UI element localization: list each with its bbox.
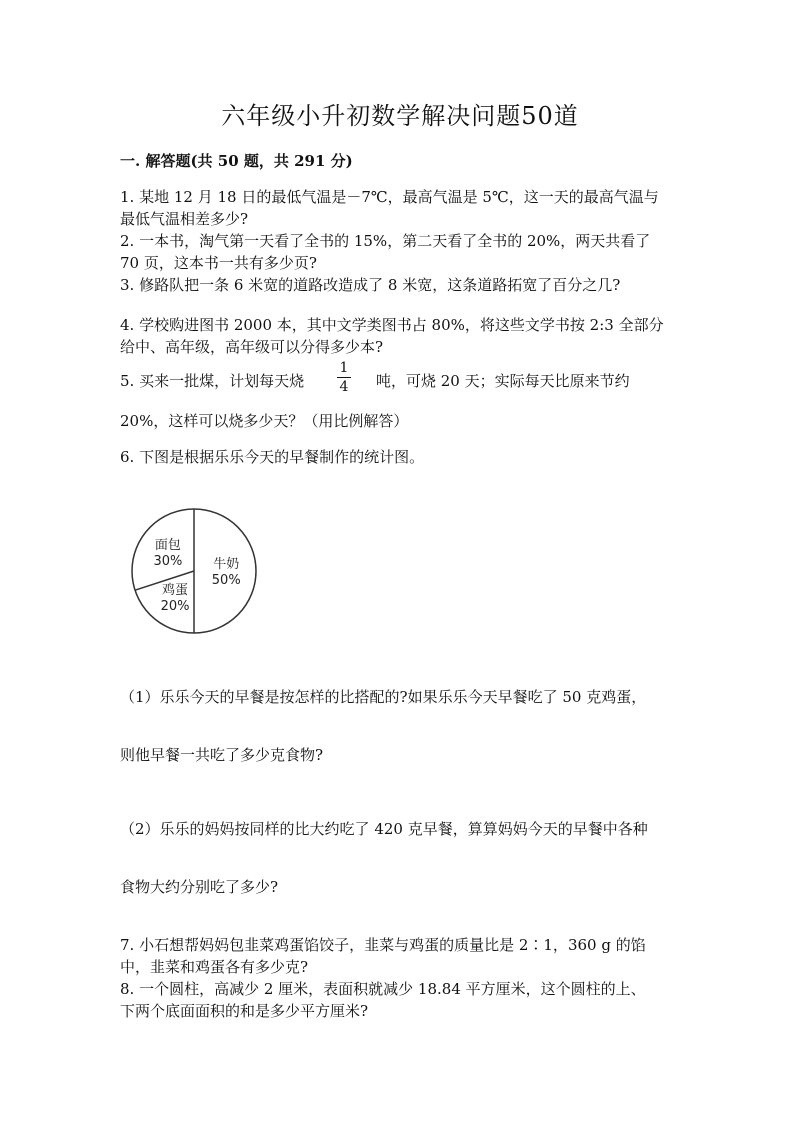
fraction-numerator: 1: [339, 360, 349, 376]
question-6-sub-1-line-2: 则他早餐一共吃了多少克食物?: [120, 746, 324, 764]
page-title: 六年级小升初数学解决问题50道: [221, 102, 579, 130]
pie-label-bread: 面包: [154, 538, 181, 554]
pie-label-egg: 鸡蛋: [162, 583, 189, 599]
section-heading: 一. 解答题(共 50 题，共 291 分): [120, 152, 353, 170]
question-5-line-2: 20%，这样可以烧多少天？（用比例解答）: [120, 412, 409, 430]
question-6-sub-2-line-1: （2）乐乐的妈妈按同样的比大约吃了 420 克早餐，算算妈妈今天的早餐中各种: [120, 820, 648, 838]
fraction-denominator: 4: [339, 379, 349, 395]
question-2-line-2: 70 页，这本书一共有多少页?: [120, 254, 317, 272]
pie-label-milk: 牛奶: [213, 557, 240, 572]
pie-value-milk: 50%: [211, 573, 241, 588]
fraction-bar: [337, 377, 351, 378]
pie-value-bread: 30%: [153, 554, 183, 570]
breakfast-pie-chart: [128, 508, 268, 638]
question-7-line-1: 7. 小石想帮妈妈包韭菜鸡蛋馅饺子，韭菜与鸡蛋的质量比是 2∶1，360 g 的馅: [120, 936, 646, 954]
question-8-line-2: 下两个底面面积的和是多少平方厘米?: [120, 1002, 369, 1020]
question-1-line-1: 1. 某地 12 月 18 日的最低气温是－7℃，最高气温是 5℃，这一天的最高气温与: [120, 188, 659, 206]
question-4-line-1: 4. 学校购进图书 2000 本，其中文学类图书占 80%，将这些文学书按 2:3 全部分: [120, 316, 664, 334]
question-3: 3. 修路队把一条 6 米宽的道路改造成了 8 米宽，这条道路拓宽了百分之几?: [120, 276, 621, 294]
question-4-line-2: 给中、高年级，高年级可以分得多少本?: [120, 338, 384, 356]
question-7-line-2: 中，韭菜和鸡蛋各有多少克?: [120, 958, 309, 976]
question-2-line-1: 2. 一本书，淘气第一天看了全书的 15%，第二天看了全书的 20%，两天共看了: [120, 232, 651, 250]
question-1-line-2: 最低气温相差多少?: [120, 210, 249, 228]
question-6-sub-1-line-1: （1）乐乐今天的早餐是按怎样的比搭配的?如果乐乐今天早餐吃了 50 克鸡蛋，: [120, 688, 647, 706]
fraction-one-quarter: [330, 360, 358, 395]
pie-value-egg: 20%: [160, 599, 190, 615]
question-6-intro: 6. 下图是根据乐乐今天的早餐制作的统计图。: [120, 448, 425, 466]
question-5-part-2: 吨，可烧 20 天；实际每天比原来节约: [376, 372, 630, 390]
question-5-part-1: 5. 买来一批煤，计划每天烧: [120, 372, 305, 390]
question-6-sub-2-line-2: 食物大约分别吃了多少?: [120, 878, 279, 896]
question-8-line-1: 8. 一个圆柱，高减少 2 厘米，表面积就减少 18.84 平方厘米，这个圆柱的上、: [120, 980, 646, 998]
